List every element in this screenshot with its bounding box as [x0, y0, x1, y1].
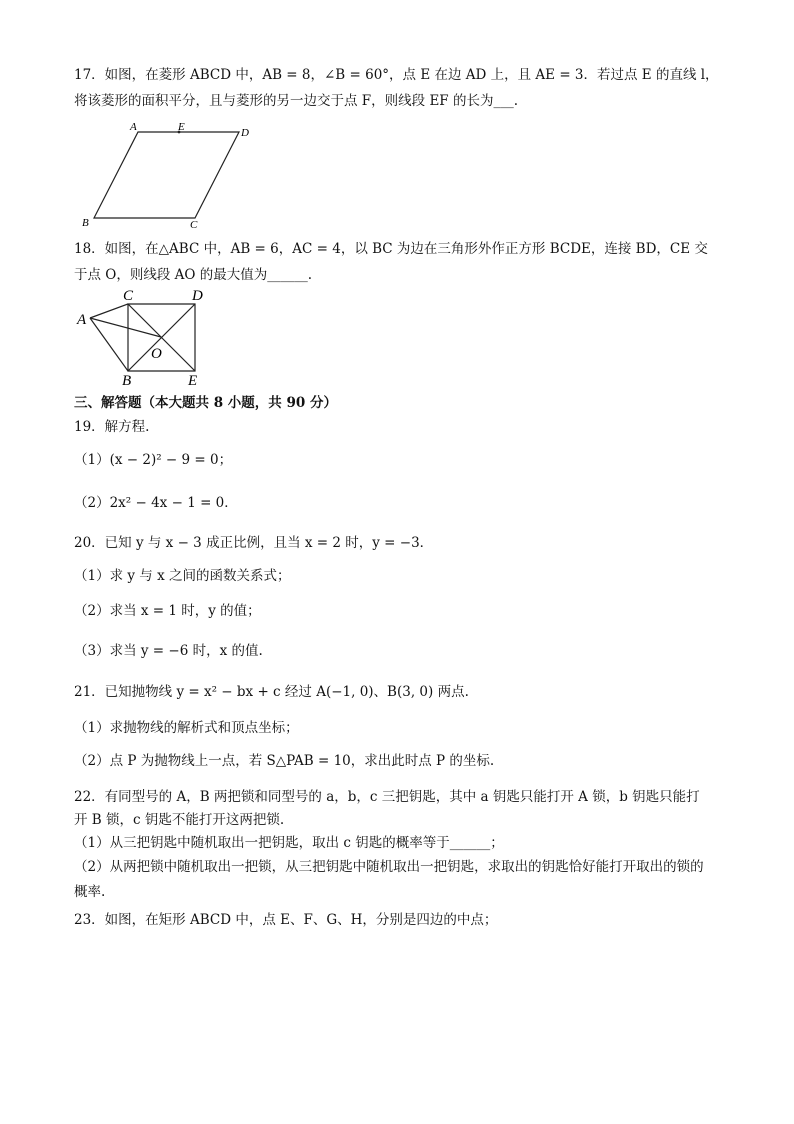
label-e: E — [188, 373, 198, 389]
q20-stem: 20．已知 y 与 x − 3 成正比例，且当 x = 2 时，y = −3． — [74, 535, 434, 551]
rhombus-outline — [94, 132, 239, 218]
label-b: B — [82, 217, 89, 229]
label-c: C — [190, 219, 198, 230]
q18-square-figure — [72, 284, 222, 390]
label-d: D — [192, 288, 203, 304]
q20-part3: （3）求当 y = −6 时，x 的值. — [74, 643, 263, 659]
segment-ac — [90, 304, 128, 318]
section-heading: 三、解答题（本大题共 8 小题，共 90 分） — [74, 395, 337, 411]
q22-part1: （1）从三把钥匙中随机取出一把钥匙，取出 c 钥匙的概率等于______； — [74, 835, 504, 851]
segment-ao — [90, 318, 161, 337]
q21-part1: （1）求抛物线的解析式和顶点坐标； — [74, 720, 299, 736]
q21-stem: 21．已知抛物线 y = x² − bx + c 经过 A(−1, 0)、B(3, 0) 两点. — [74, 684, 469, 700]
q20-part2: （2）求当 x = 1 时，y 的值； — [74, 603, 261, 619]
q19-stem: 19．解方程. — [74, 419, 150, 435]
label-b: B — [122, 373, 132, 389]
q18-line2: 于点 O，则线段 AO 的最大值为______. — [74, 267, 313, 283]
q20-part1: （1）求 y 与 x 之间的函数关系式； — [74, 568, 291, 584]
q23-stem: 23．如图，在矩形 ABCD 中，点 E、F、G、H，分别是四边的中点； — [74, 912, 498, 928]
label-a: A — [77, 312, 87, 328]
q22-line2: 开 B 锁，c 钥匙不能打开这两把锁. — [74, 812, 285, 828]
q19-part1: （1）(x − 2)² − 9 = 0； — [74, 452, 233, 468]
label-c: C — [123, 288, 134, 304]
q18-line1: 18．如图，在△ABC 中，AB = 6，AC = 4，以 BC 为边在三角形外作正方形 BCDE，连接 BD，CE 交 — [74, 241, 708, 257]
q17-rhombus-figure — [80, 118, 260, 230]
q17-line1: 17．如图，在菱形 ABCD 中，AB = 8，∠B = 60°，点 E 在边 AD 上，且 AE = 3．若过点 E 的直线 l， — [74, 67, 719, 83]
segment-ab — [90, 318, 128, 371]
label-o: O — [151, 346, 162, 362]
q22-part2-line2: 概率. — [74, 884, 106, 900]
label-d: D — [241, 127, 249, 139]
label-e: E — [178, 121, 185, 133]
label-a: A — [130, 121, 137, 133]
q19-part2: （2）2x² − 4x − 1 = 0． — [74, 495, 238, 511]
q22-line1: 22．有同型号的 A，B 两把锁和同型号的 a，b，c 三把钥匙，其中 a 钥匙只能打开 A 锁，b 钥匙只能打 — [74, 789, 700, 805]
q22-part2-line1: （2）从两把锁中随机取出一把锁，从三把钥匙中随机取出一把钥匙，求取出的钥匙恰好能打开取出的锁的 — [74, 859, 704, 875]
q17-line2: 将该菱形的面积平分，且与菱形的另一边交于点 F，则线段 EF 的长为___. — [74, 93, 519, 109]
q21-part2: （2）点 P 为抛物线上一点，若 S△PAB = 10，求出此时点 P 的坐标. — [74, 753, 495, 769]
